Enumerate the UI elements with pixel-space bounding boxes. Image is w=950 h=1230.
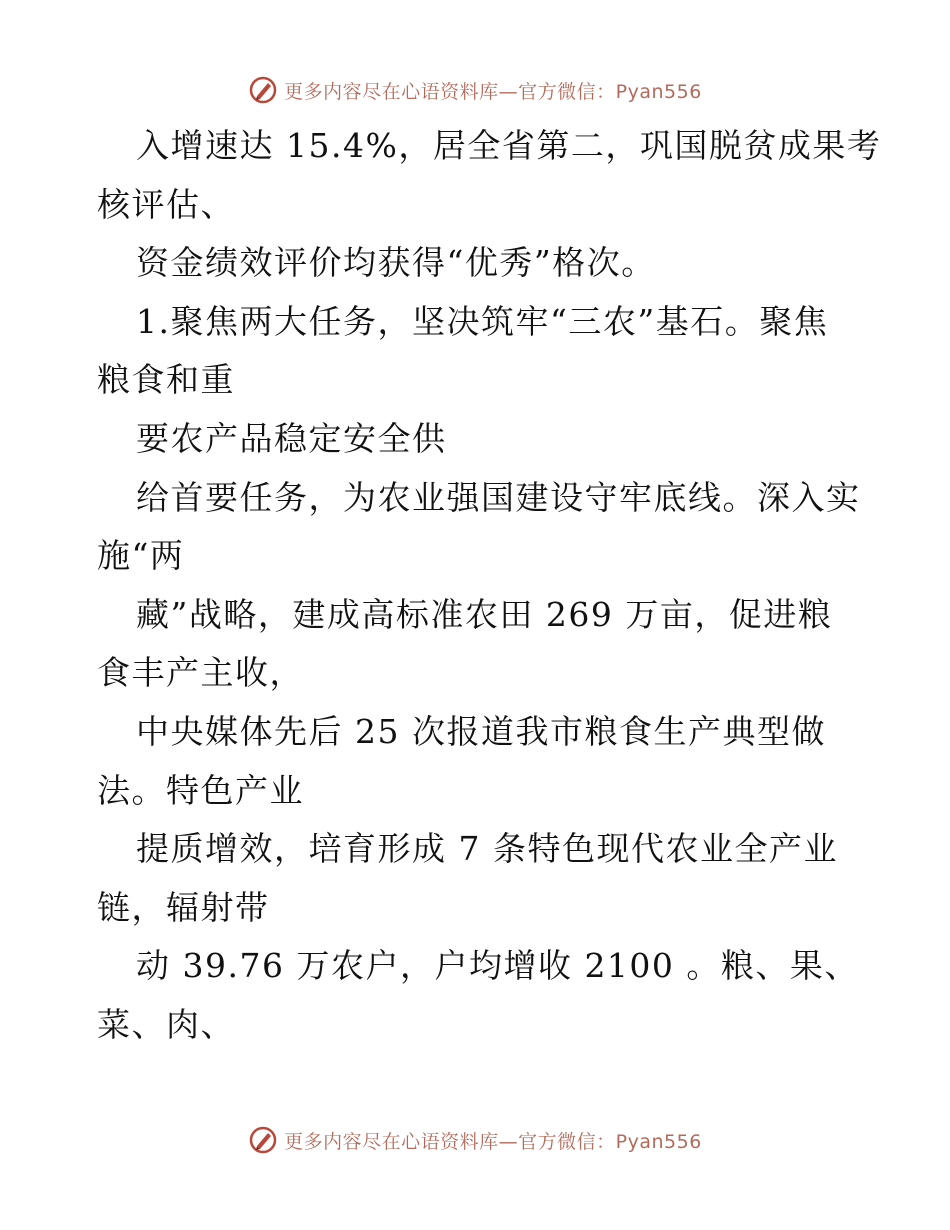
text-line: 核评估、 bbox=[97, 184, 235, 224]
header-watermark-text: 更多内容尽在心语资料库—官方微信：Pyan556 bbox=[284, 80, 702, 103]
pen-logo-icon bbox=[248, 1125, 278, 1155]
text-line: 菜、肉、 bbox=[97, 1004, 235, 1044]
text-line: 1.聚焦两大任务，坚决筑牢“三农”基石。聚焦 bbox=[136, 301, 829, 341]
text-line: 给首要任务，为农业强国建设守牢底线。深入实 bbox=[136, 477, 861, 517]
text-line: 法。特色产业 bbox=[97, 770, 304, 810]
text-line: 提质增效，培育形成 7 条特色现代农业全产业 bbox=[136, 829, 838, 869]
footer-watermark-banner bbox=[0, 1120, 950, 1160]
text-line: 施“两 bbox=[97, 536, 185, 576]
text-line: 链，辐射带 bbox=[97, 887, 270, 927]
text-line: 藏”战略，建成高标准农田 269 万亩，促进粮 bbox=[136, 594, 833, 634]
footer-watermark-text: 更多内容尽在心语资料库—官方微信：Pyan556 bbox=[284, 1130, 702, 1153]
text-line: 中央媒体先后 25 次报道我市粮食生产典型做 bbox=[136, 711, 826, 751]
text-line: 粮食和重 bbox=[97, 360, 235, 400]
text-line: 要农产品稳定安全供 bbox=[136, 418, 447, 458]
text-line: 食丰产主收， bbox=[97, 653, 304, 693]
text-line: 动 39.76 万农户，户均增收 2100 。粮、果、 bbox=[136, 946, 859, 986]
text-line: 入增速达 15.4%，居全省第二，巩国脱贫成果考 bbox=[136, 126, 882, 165]
document-body bbox=[97, 117, 882, 1055]
text-line: 资金绩效评价均获得“优秀”格次。 bbox=[136, 243, 656, 283]
pen-logo-icon bbox=[248, 75, 278, 105]
header-watermark-banner bbox=[0, 70, 950, 110]
